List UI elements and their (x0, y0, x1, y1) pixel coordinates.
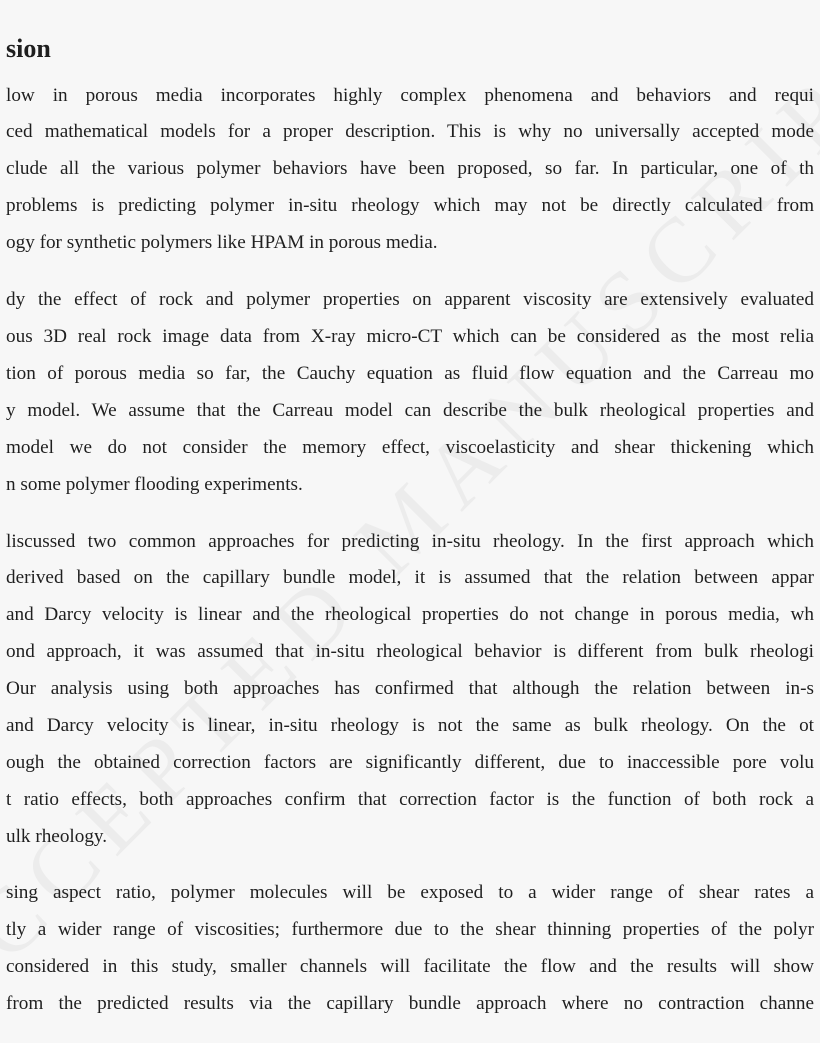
paragraph-3-line-5: Our analysis using both approaches has confirmed that although the relation between in-s (6, 678, 814, 699)
section-heading: sion (6, 34, 51, 63)
paragraph-2-line-3: tion of porous media so far, the Cauchy equation as fluid flow equation and the Carreau mo (6, 363, 814, 384)
paragraph-4-line-3: considered in this study, smaller channels will facilitate the flow and the results will show (6, 956, 814, 977)
paragraph-3-line-6: and Darcy velocity is linear, in-situ rheology is not the same as bulk rheology. On the ot (6, 715, 814, 736)
paragraph-1-line-2: ced mathematical models for a proper description. This is why no universally accepted mode (6, 121, 814, 142)
paragraph-4-line-2: tly a wider range of viscosities; furthermore due to the shear thinning properties of the polyr (6, 919, 814, 940)
paragraph-1-line-4: problems is predicting polymer in-situ rheology which may not be directly calculated from (6, 195, 814, 216)
paragraph-3-line-3: and Darcy velocity is linear and the rheological properties do not change in porous media, wh (6, 604, 814, 625)
paragraph-2-line-6: n some polymer flooding experiments. (6, 474, 303, 495)
paragraph-2-line-4: y model. We assume that the Carreau model can describe the bulk rheological properties and (6, 400, 814, 421)
paragraph-3-line-1: liscussed two common approaches for predicting in-situ rheology. In the first approach which (6, 531, 814, 552)
paragraph-3-line-2: derived based on the capillary bundle model, it is assumed that the relation between appar (6, 567, 814, 588)
paragraph-2-line-2: ous 3D real rock image data from X-ray micro-CT which can be considered as the most relia (6, 326, 814, 347)
paragraph-3-line-9: ulk rheology. (6, 826, 108, 847)
paragraph-3-line-7: ough the obtained correction factors are significantly different, due to inaccessible pore volu (6, 752, 814, 773)
paragraph-1-line-1: low in porous media incorporates highly complex phenomena and behaviors and requi (6, 85, 814, 106)
paragraph-4-line-1: sing aspect ratio, polymer molecules will be exposed to a wider range of shear rates a (6, 882, 814, 903)
paragraph-3-line-4: ond approach, it was assumed that in-situ rheological behavior is different from bulk rheologi (6, 641, 814, 662)
paragraph-3-line-8: t ratio effects, both approaches confirm that correction factor is the function of both rock a (6, 789, 814, 810)
paragraph-1-line-3: clude all the various polymer behaviors have been proposed, so far. In particular, one of th (6, 158, 814, 179)
paragraph-2-line-1: dy the effect of rock and polymer properties on apparent viscosity are extensively evaluated (6, 289, 814, 310)
paragraph-1-line-5: ogy for synthetic polymers like HPAM in porous media. (6, 232, 438, 253)
paragraph-4-line-4: from the predicted results via the capillary bundle approach where no contraction channe (6, 993, 814, 1014)
paragraph-2-line-5: model we do not consider the memory effect, viscoelasticity and shear thickening which (6, 437, 814, 458)
